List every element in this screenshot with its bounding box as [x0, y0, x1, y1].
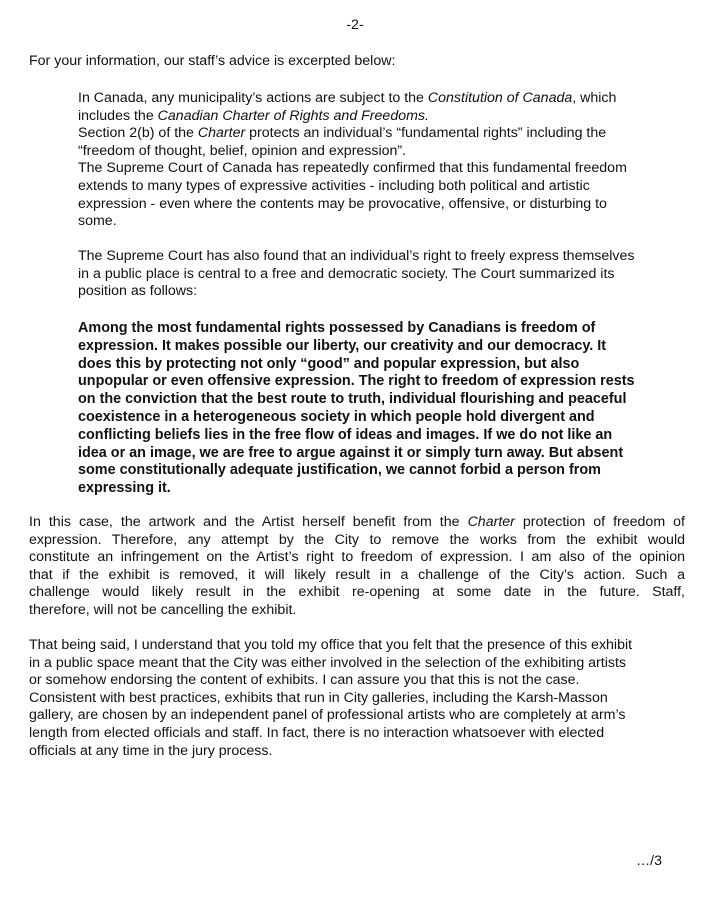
charter-protection-paragraph — [29, 514, 685, 620]
text-line: expressing it. — [78, 480, 171, 497]
text-line: The Supreme Court of Canada has repeatedly confirmed that this fundamental freedom — [78, 160, 627, 177]
text-line: constitute an infringement on the Artist’s right to freedom of expression. I am also of the opinion — [29, 549, 685, 566]
text-line: expression - even where the contents may be provocative, offensive, or disturbing to — [78, 195, 607, 212]
text-line: coexistence in a heterogeneous society in which people hold divergent and — [78, 408, 595, 425]
text-line: some constitutionally adequate justification, we cannot forbid a person from — [78, 462, 601, 479]
text-line: therefore, will not be cancelling the exhibit. — [29, 601, 297, 618]
text-line: That being said, I understand that you told my office that you felt that the presence of this exhibit — [29, 637, 633, 653]
page-continuation-marker: …/3 — [635, 853, 662, 869]
text-line: idea or an image, we are free to argue against it or simply turn away. But absent — [78, 444, 624, 461]
text-line: expression. Therefore, any attempt by the City to remove the works from the exhibit would — [29, 531, 685, 548]
text-line: position as follows: — [78, 283, 198, 300]
staff-advice-paragraph-1 — [78, 90, 688, 231]
text-line: challenge would likely result in the exhibit re-opening at some date in the future. Staff, — [29, 584, 685, 601]
staff-advice-paragraph-2 — [78, 248, 688, 301]
text-line: in a public place is central to a free and democratic society. The Court summarized its — [78, 265, 615, 282]
text-line: expression. It makes possible our liberty, our creativity and our democracy. It — [78, 337, 607, 354]
text-line: gallery, are chosen by an independent panel of professional artists who are completely at arm’s — [29, 707, 626, 724]
text-line: that if the exhibit is removed, it will likely result in a challenge of the City’s action. Such a — [29, 566, 685, 583]
text-line: Among the most fundamental rights possessed by Canadians is freedom of — [78, 320, 596, 336]
text-line: officials at any time in the jury process. — [29, 742, 273, 759]
text-line: “freedom of thought, belief, opinion and expression”. — [78, 142, 407, 159]
text-line: The Supreme Court has also found that an individual’s right to freely express themselves — [78, 248, 635, 264]
text-line: In Canada, any municipality’s actions are subject to the Constitution of Canada, which — [78, 90, 617, 106]
text-line: length from elected officials and staff. In fact, there is no interaction whatsoever with elected — [29, 724, 605, 741]
text-line: some. — [78, 213, 117, 230]
text-line: Consistent with best practices, exhibits that run in City galleries, including the Karsh-Masson — [29, 689, 608, 706]
gallery-selection-paragraph — [29, 637, 685, 760]
text-line: extends to many types of expressive activities - including both political and artistic — [78, 177, 590, 194]
supreme-court-quote — [78, 320, 688, 498]
text-line: conflicting beliefs lies in the free flow of ideas and images. If we do not like an — [78, 426, 613, 443]
text-line: or somehow endorsing the content of exhibits. I can assure you that this is not the case. — [29, 672, 580, 689]
text-line: includes the Canadian Charter of Rights and Freedoms. — [78, 107, 429, 124]
page-number: -2- — [346, 17, 364, 33]
text-line: unpopular or even offensive expression. The right to freedom of expression rests — [78, 373, 635, 390]
text-line: Section 2(b) of the Charter protects an individual’s “fundamental rights” including the — [78, 125, 607, 142]
text-line: In this case, the artwork and the Artist herself benefit from the Charter protection of freedom of — [29, 514, 685, 530]
text-line: in a public space meant that the City was either involved in the selection of the exhibiting artists — [29, 654, 626, 671]
text-line: does this by protecting not only “good” and popular expression, but also — [78, 355, 580, 372]
text-line: on the conviction that the best route to truth, individual flourishing and peaceful — [78, 391, 627, 408]
intro-sentence: For your information, our staff’s advice is excerpted below: — [29, 53, 396, 69]
